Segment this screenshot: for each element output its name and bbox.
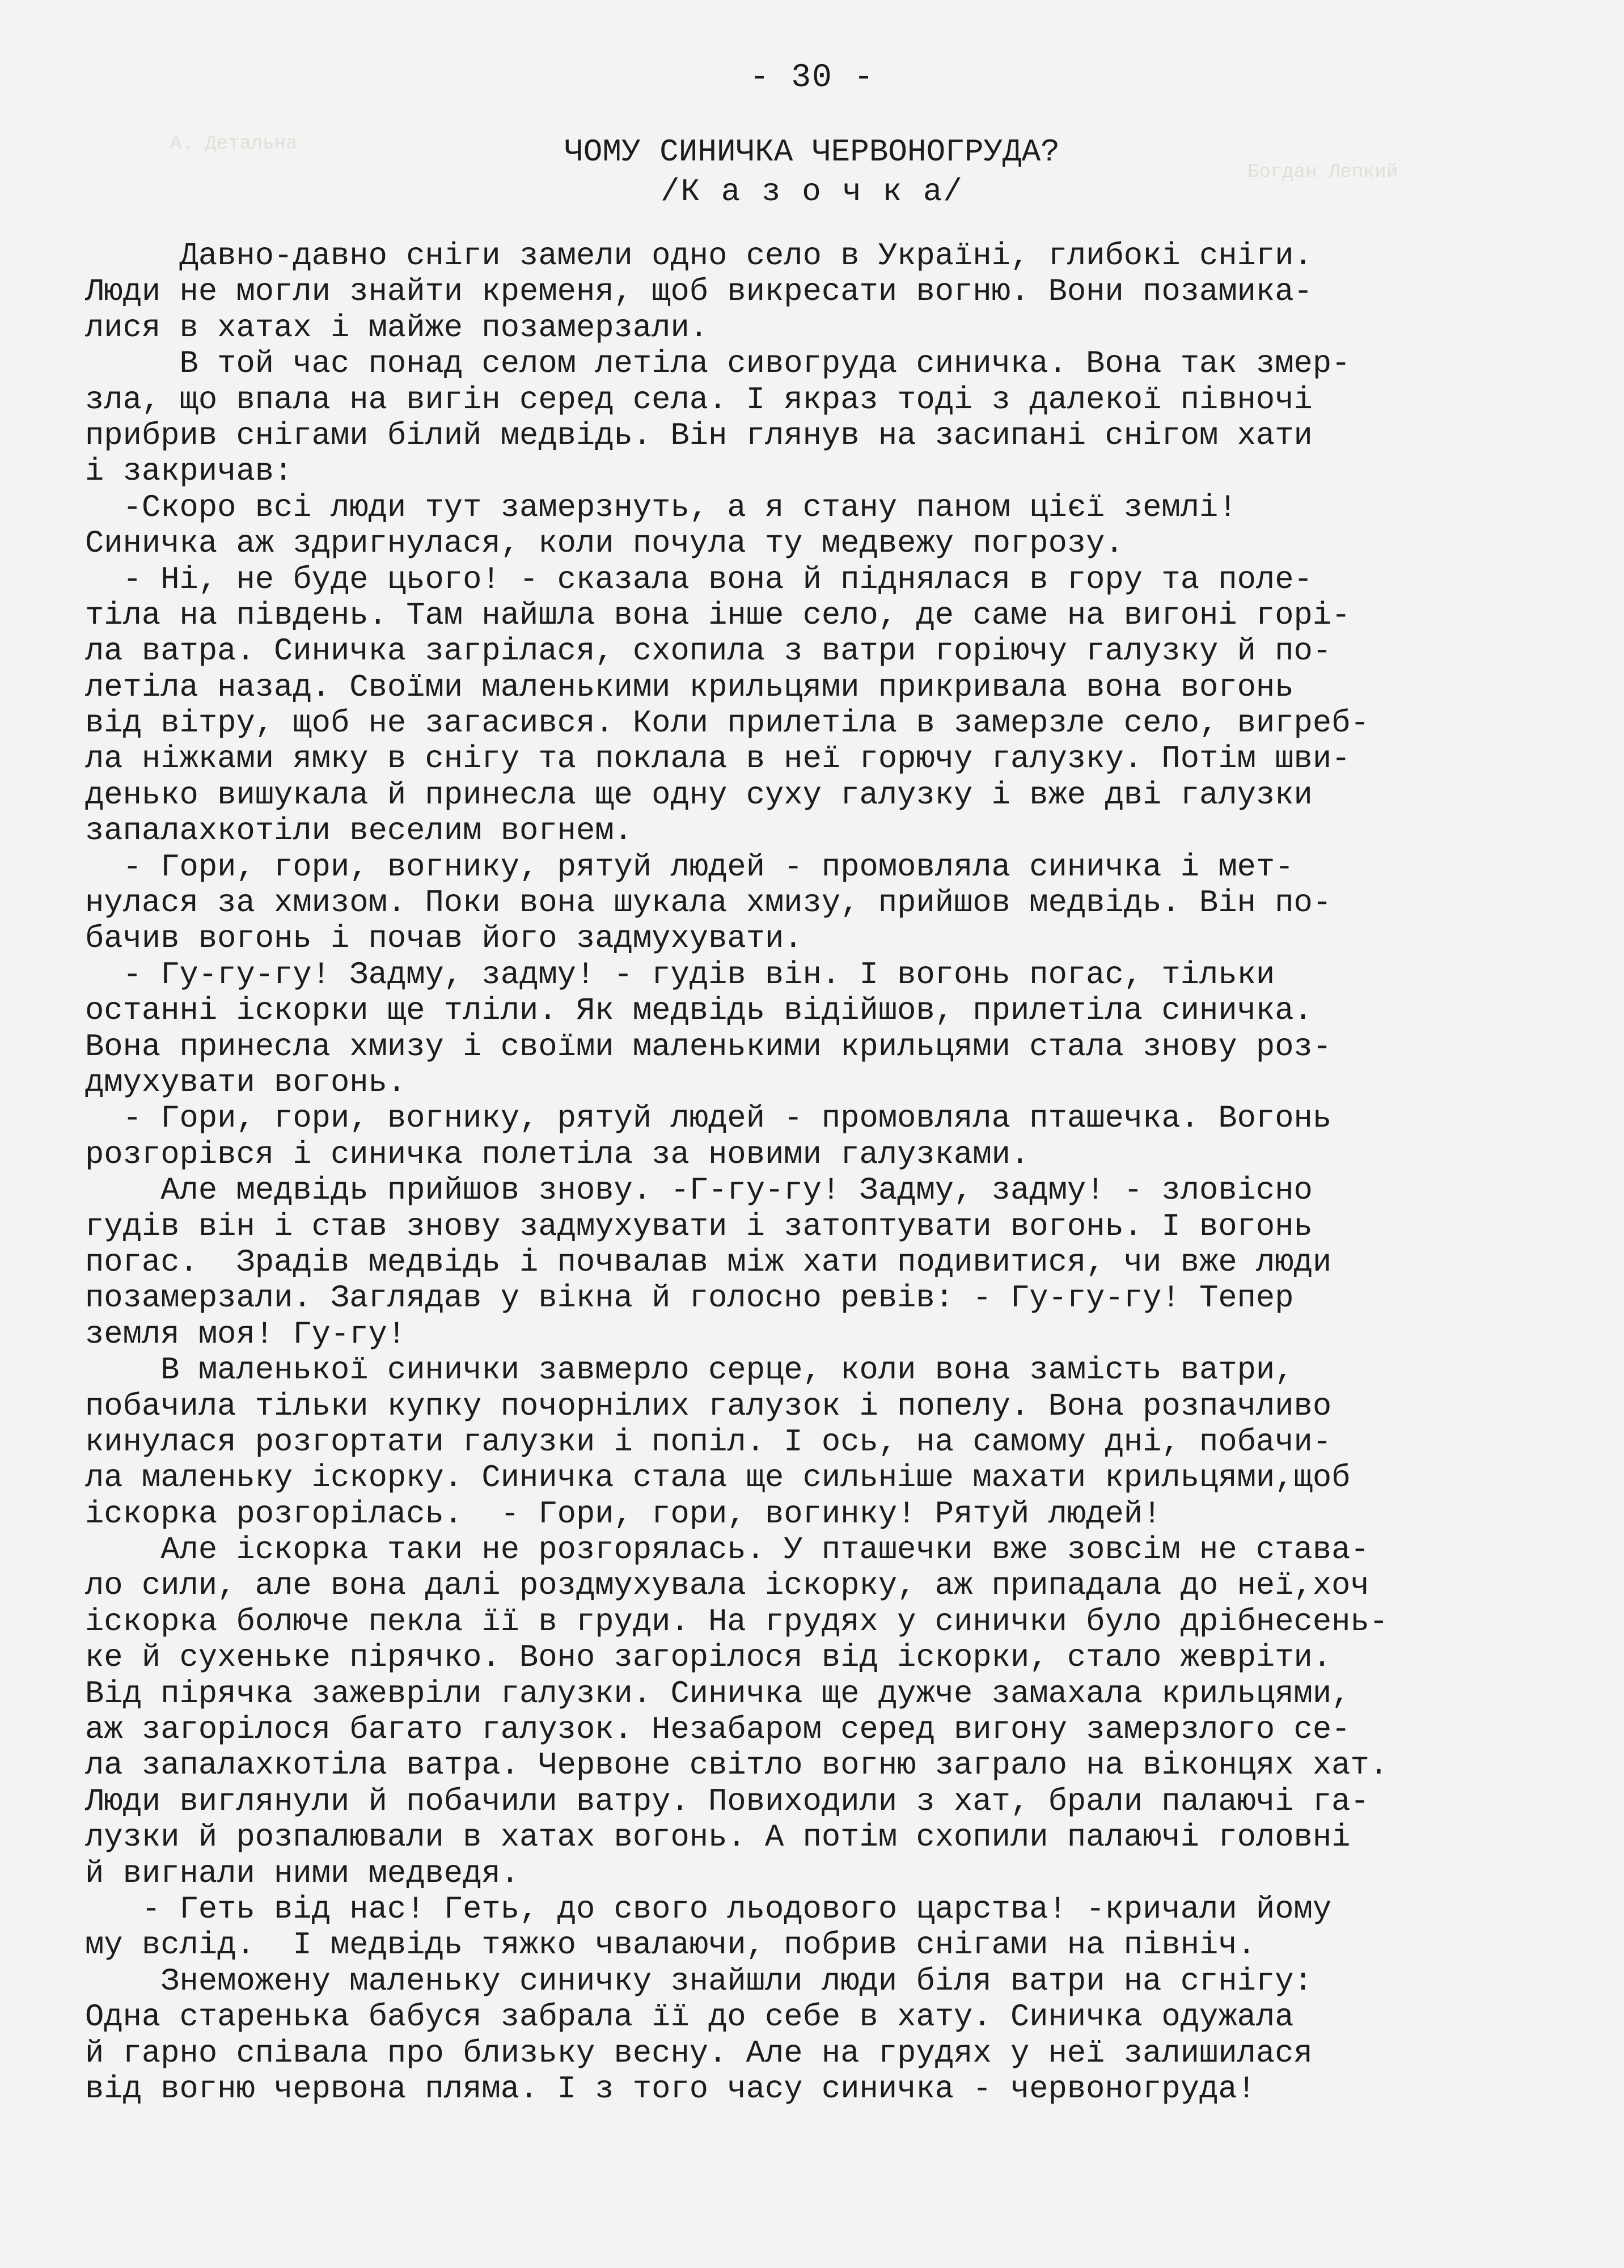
text-line: земля моя! Гу-гу! (85, 1316, 407, 1352)
text-line: ла ватра. Синичка загрілася, схопила з ватри горіючу галузку й по- (85, 633, 1332, 670)
text-line: - Гори, гори, вогнику, рятуй людей - промовляла пташечка. Вогонь (85, 1101, 1332, 1137)
text-line: - Ні, не буде цього! - сказала вона й піднялася в гору та поле- (85, 561, 1313, 598)
bleed-through-text: А. Детальна (170, 133, 298, 155)
text-line: від вітру, щоб не загасився. Коли прилетіла в замерзле село, вигреб- (85, 705, 1369, 742)
text-line: позамерзали. Заглядав у вікна й голосно ревів: - Гу-гу-гу! Тепер (85, 1280, 1294, 1317)
text-line: й гарно співала про близьку весну. Але на грудях у неї залишилася (85, 2035, 1313, 2071)
text-line: тіла на південь. Там найшла вона інше село, де саме на вигоні горі- (85, 597, 1351, 633)
text-line: Від пірячка зажеврiли галузки. Синичка ще дужче замахала крильцями, (85, 1675, 1351, 1712)
text-line: іскорка розгорілась. - Гори, гори, вогинку! Рятуй людей! (85, 1496, 1162, 1532)
text-line: й вигнали ними медведя. (85, 1855, 520, 1892)
text-line: аж загорілося багато галузок. Незабаром серед вигону замерзлого се- (85, 1712, 1351, 1748)
text-line: - Гори, гори, вогнику, рятуй людей - промовляла синичка і мет- (85, 849, 1294, 885)
text-line: В маленької синички завмерло серце, коли вона замість ватри, (85, 1352, 1294, 1389)
text-line: Але іскорка таки не розгорялась. У пташечки вже зовсім не става- (85, 1532, 1369, 1568)
text-line: дмухувати вогонь. (85, 1064, 407, 1101)
text-line: ла маленьку іскорку. Синичка стала ще сильніше махати крильцями,щоб (85, 1460, 1351, 1496)
text-line: ло сили, але вона далі роздмухувала іскорку, аж припадала до неї,хоч (85, 1568, 1369, 1604)
text-line: Знеможену маленьку синичку знайшли люди біля ватри на сгнігу: (85, 1963, 1313, 1999)
page-number: - 30 - (749, 60, 875, 96)
text-line: розгорівся і синичка полетіла за новими галузками. (85, 1136, 1030, 1173)
text-line: і закричав: (85, 454, 293, 490)
bleed-through-text: Богдан Лепкий (1247, 162, 1398, 183)
text-line: іскорка болюче пекла її в груди. На грудях у синички було дрібнесень- (85, 1603, 1389, 1640)
text-line: денько вишукала й принесла ще одну суху галузку і вже дві галузки (85, 777, 1313, 813)
text-line: -Скоро всі люди тут замерзнуть, а я стану паном цієї землі! (85, 489, 1237, 526)
text-line: останні іскорки ще тліли. Як медвідь відійшов, прилетіла синичка. (85, 993, 1313, 1029)
text-line: Одна старенька бабуся забрала її до себе в хату. Синичка одужала (85, 1999, 1294, 2036)
text-line: погас. Зрадів медвідь і почвалав між хати подивитися, чи вже люди (85, 1244, 1332, 1280)
text-line: Люди виглянули й побачили ватру. Повиходили з хат, брали палаючі га- (85, 1783, 1369, 1820)
text-line: В той час понад селом летіла сивогруда синичка. Вона так змер- (85, 346, 1351, 382)
text-line: запалахкотіли веселим вогнем. (85, 813, 633, 849)
text-line: побачила тільки купку почорнілих галузок і попелу. Вона розпачливо (85, 1388, 1332, 1424)
text-line: прибрив снігами білий медвідь. Він глянув на засипані снігом хати (85, 417, 1313, 454)
text-line: від вогню червона пляма. І з того часу синичка - червоногруда! (85, 2071, 1256, 2107)
text-line: Люди не могли знайти кременя, щоб викресати вогню. Вони позамика- (85, 274, 1313, 310)
text-line: лузки й розпалювали в хатах вогонь. А потім схопили палаючі головні (85, 1820, 1351, 1856)
text-line: летіла назад. Своїми маленькими крильцями прикривала вона вогонь (85, 669, 1294, 705)
text-line: Давно-давно сніги замели одно село в Україні, глибокі сніги. (85, 238, 1313, 274)
text-line: лися в хатах і майже позамерзали. (85, 310, 709, 346)
text-line: ла ніжками ямку в снігу та поклала в неї горючу галузку. Потім шви- (85, 741, 1351, 777)
text-line: бачив вогонь і почав його задмухувати. (85, 921, 803, 957)
story-body (85, 238, 1571, 2107)
text-line: Вона принесла хмизу і своїми маленькими крильцями стала знову роз- (85, 1029, 1332, 1065)
text-line: Але медвідь прийшов знову. -Г-гу-гу! Задму, задму! - зловісно (85, 1173, 1313, 1209)
text-line: - Геть від нас! Геть, до свого льодового царства! -кричали йому (85, 1891, 1332, 1927)
text-line: ке й сухеньке пірячко. Воно загорілося від іскорки, стало жеврiти. (85, 1640, 1332, 1676)
story-title: ЧОМУ СИНИЧКА ЧЕРВОНОГРУДА? (564, 134, 1060, 170)
text-line: гудів він і став знову задмухувати і затоптувати вогонь. І вогонь (85, 1208, 1313, 1245)
text-line: нулася за хмизом. Поки вона шукала хмизу, прийшов медвідь. Він по- (85, 885, 1332, 921)
text-line: кинулася розгортати галузки і попіл. І ось, на самому дні, побачи- (85, 1424, 1332, 1460)
text-line: Синичка аж здригнулася, коли почула ту медвежу погрозу. (85, 526, 1124, 562)
story-subtitle: /К а з о ч к а/ (660, 174, 964, 210)
text-line: ла запалахкотіла ватра. Червоне світло вогню заграло на віконцях хат. (85, 1747, 1389, 1784)
text-line: му вслід. І медвідь тяжко чвалаючи, побрив снігами на північ. (85, 1927, 1256, 1964)
text-line: зла, що впала на вигін серед села. І якраз тоді з далекої півночі (85, 382, 1313, 418)
text-line: - Гу-гу-гу! Задму, задму! - гудів він. І вогонь погас, тільки (85, 957, 1275, 993)
